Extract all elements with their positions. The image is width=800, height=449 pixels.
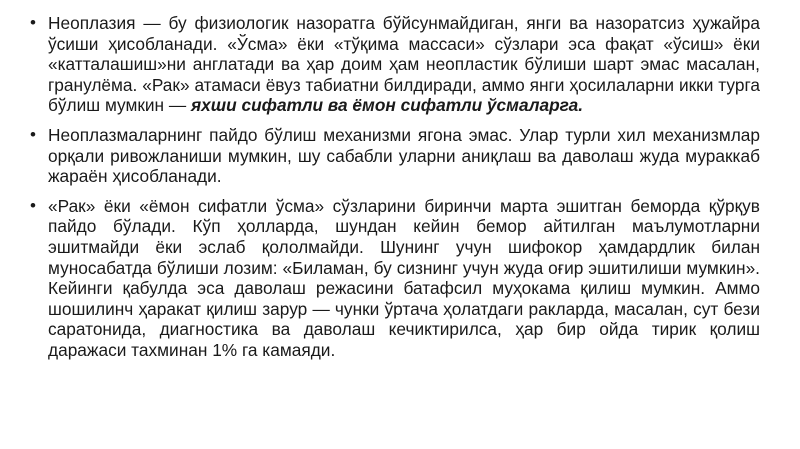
bullet-dot: •	[30, 13, 36, 32]
bullet-text: «Рак» ёки «ёмон сифатли ўсма» сўзларини биринчи марта эшитган беморда қўрқув пайдо бўлади. Кўп ҳолларда, шундан кейин бемор айтилган маълумотларни эшитмайди ёки эслаб қололмайди. Шунинг учун шифокор ҳамдардлик билан муносабатда бўлиши лозим: «Биламан, бу сизнинг учун жуда оғир эшитилиши мумкин». Кейинги қабулда эса даволаш режасини батафсил муҳокама қилиш мумкин. Аммо шошилинч ҳаракат қилиш зарур — чунки ўртача ҳолатдаги ракларда, масалан, сут бези саратонида, диагностика ва даволаш кечиктирилса, ҳар бир ойда тирик қолиш даражаси тахминан 1% га камаяди.	[48, 195, 760, 360]
bullet-dot: •	[30, 195, 36, 215]
bullet-item-neoplasia-definition	[30, 13, 760, 116]
bullet-text: Неоплазия — бу физиологик назоратга бўйсунмайдиган, янги ва назоратсиз ҳужайра ўсиши ҳисобланади. «Ўсма» ёки «тўқима массаси» сўзлари эса фақат «ўсиш» ёки «катталашиш»ни англатади ва ҳар доим ҳам неопластик бўлиши шарт эмас масалан, гранулёма. «Рак» атамаси ёвуз табиатни билдиради, аммо янги ҳосилаларни икки турга бўлиш мумкин —	[48, 13, 760, 116]
bullet-emphasis: яхши сифатли ва ёмон сифатли ўсмаларга.	[190, 95, 584, 116]
bullet-text: Неоплазмаларнинг пайдо бўлиш механизми ягона эмас. Улар турли хил механизмлар орқали ривожланиши мумкин, шу сабабли уларни аниқлаш ва даволаш жуда мураккаб жараён ҳисобланади.	[48, 124, 760, 187]
bullet-dot: •	[30, 124, 36, 144]
bullet-item-patient-communication	[30, 196, 760, 361]
bullet-list	[30, 13, 760, 361]
bullet-item-neoplasm-mechanism	[30, 125, 760, 187]
